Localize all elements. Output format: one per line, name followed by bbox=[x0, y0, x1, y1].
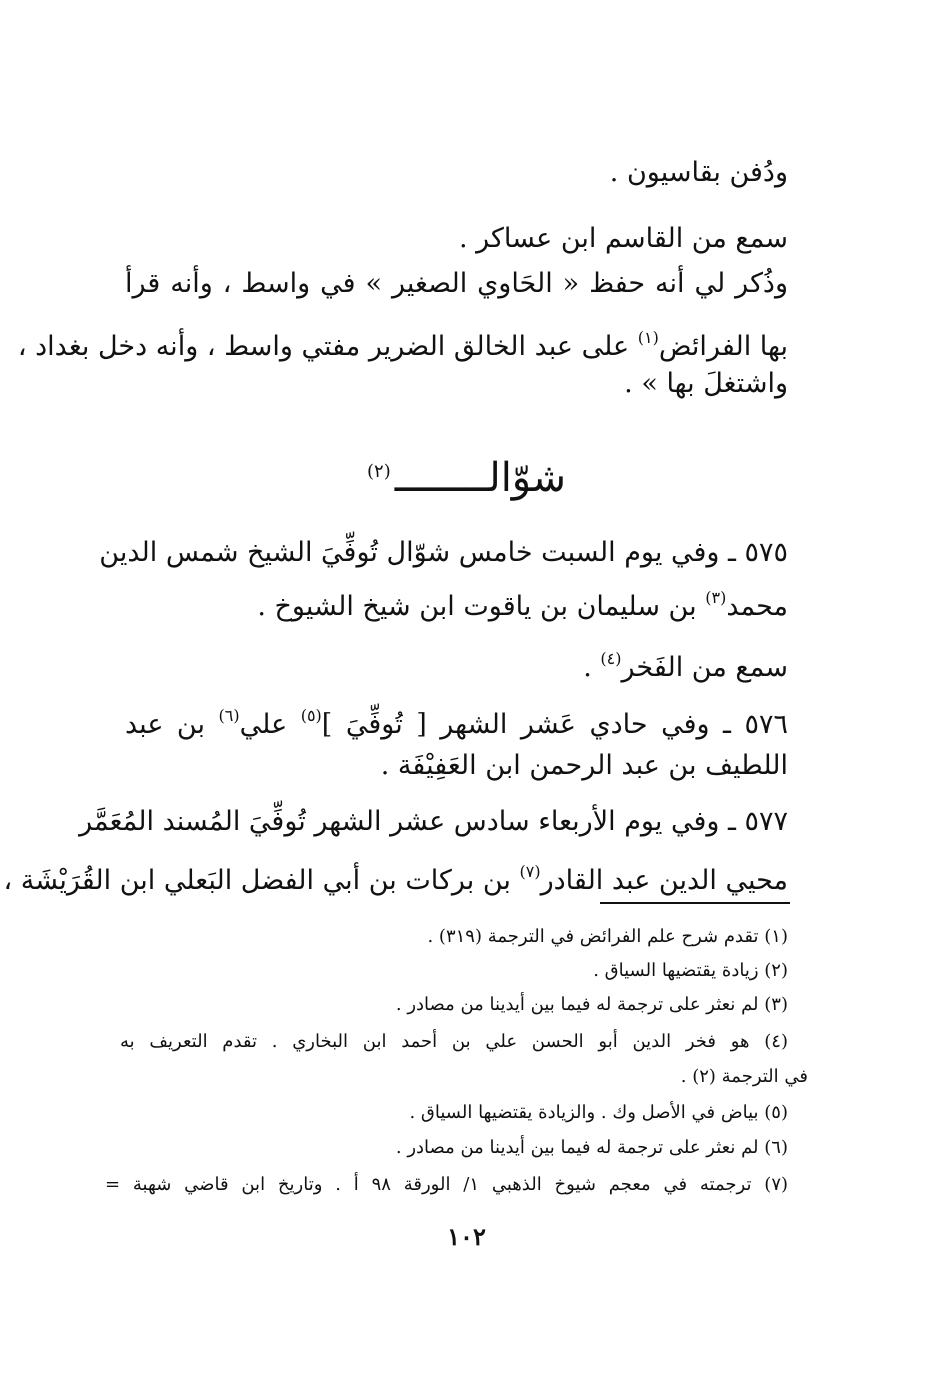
body-line-2: سمع من القاسم ابن عساكر . bbox=[458, 223, 788, 254]
entry-577-line-1: ٥٧٧ ـ وفي يوم الأربعاء سادس عشر الشهر تُوفِّيَ المُسند المُعَمَّر bbox=[79, 806, 788, 837]
entry-575-stop: . bbox=[583, 652, 592, 683]
entry-577-line-2 bbox=[3, 852, 788, 901]
entry-576-line-1 bbox=[125, 696, 788, 745]
footnote-3: (٣) لم نعثر على ترجمة له فيما بين أيدينا من مصادر . bbox=[395, 994, 788, 1015]
body-line-1: ودُفن بقاسيون . bbox=[609, 157, 788, 188]
footnote-ref-1: (١) bbox=[637, 328, 659, 347]
entry-575-line-2 bbox=[257, 578, 788, 627]
heading-tatweel: ــــــــ bbox=[394, 455, 489, 501]
entry-575-line-1: ٥٧٥ ـ وفي يوم السبت خامس شوّال تُوفِّيَ الشيخ شمس الدين bbox=[99, 537, 788, 568]
footnote-ref-4: (٤) bbox=[600, 649, 622, 668]
footnote-ref-5: (٥) bbox=[300, 706, 322, 725]
entry-575-name: محمد bbox=[726, 591, 788, 622]
footnote-6: (٦) لم نعثر على ترجمة له فيما بين أيدينا من مصادر . bbox=[395, 1137, 788, 1158]
section-heading bbox=[0, 447, 933, 503]
body-line-4-start: بها الفرائض bbox=[658, 331, 788, 362]
entry-576-line-2: اللطيف بن عبد الرحمن ابن العَفِيْفَة . bbox=[380, 750, 788, 781]
entry-575-heard: سمع من الفَخر bbox=[621, 652, 788, 683]
entry-576-name: علي bbox=[239, 709, 288, 740]
body-line-4 bbox=[17, 318, 788, 367]
footnote-7: (٧) ترجمته في معجم شيوخ الذهبي ١/ الورقة ٩٨ أ . وتاريخ ابن قاضي شهبة = bbox=[105, 1174, 789, 1195]
entry-577-rest: بن بركات بن أبي الفضل البَعلي ابن القُرَيْشَة ، bbox=[3, 865, 511, 896]
entry-575-line-3 bbox=[583, 639, 788, 688]
footnote-ref-3: (٣) bbox=[705, 588, 727, 607]
heading-text: شوّال bbox=[488, 455, 566, 501]
footnote-ref-6: (٦) bbox=[218, 706, 240, 725]
footnote-1: (١) تقدم شرح علم الفرائض في الترجمة (٣١٩) . bbox=[427, 926, 788, 947]
entry-576-end: بن عبد bbox=[125, 709, 206, 740]
heading-note: (٢) bbox=[367, 461, 391, 482]
body-line-5: واشتغلَ بها » . bbox=[624, 368, 788, 399]
footnote-4: (٤) هو فخر الدين أبو الحسن علي بن أحمد ابن البخاري . تقدم التعريف به bbox=[120, 1031, 788, 1052]
entry-575-rest: بن سليمان بن ياقوت ابن شيخ الشيوخ . bbox=[257, 591, 697, 622]
page-number: ١٠٢ bbox=[447, 1222, 486, 1251]
entry-576-start: ٥٧٦ ـ وفي حادي عَشر الشهر [ تُوفِّيَ ] bbox=[321, 709, 788, 740]
entry-577-name: محيي الدين عبد القادر bbox=[540, 865, 788, 896]
body-line-4-end: على عبد الخالق الضرير مفتي واسط ، وأنه دخل بغداد ، bbox=[17, 331, 630, 362]
footnote-2: (٢) زيادة يقتضيها السياق . bbox=[593, 960, 788, 981]
footnote-ref-7: (٧) bbox=[519, 862, 541, 881]
footnote-separator bbox=[600, 902, 790, 904]
body-line-3: وذُكر لي أنه حفظ « الحَاوي الصغير » في واسط ، وأنه قرأ bbox=[125, 268, 788, 299]
footnote-4-cont: في الترجمة (٢) . bbox=[680, 1066, 808, 1087]
footnote-5: (٥) بياض في الأصل وك . والزيادة يقتضيها السياق . bbox=[409, 1102, 788, 1123]
